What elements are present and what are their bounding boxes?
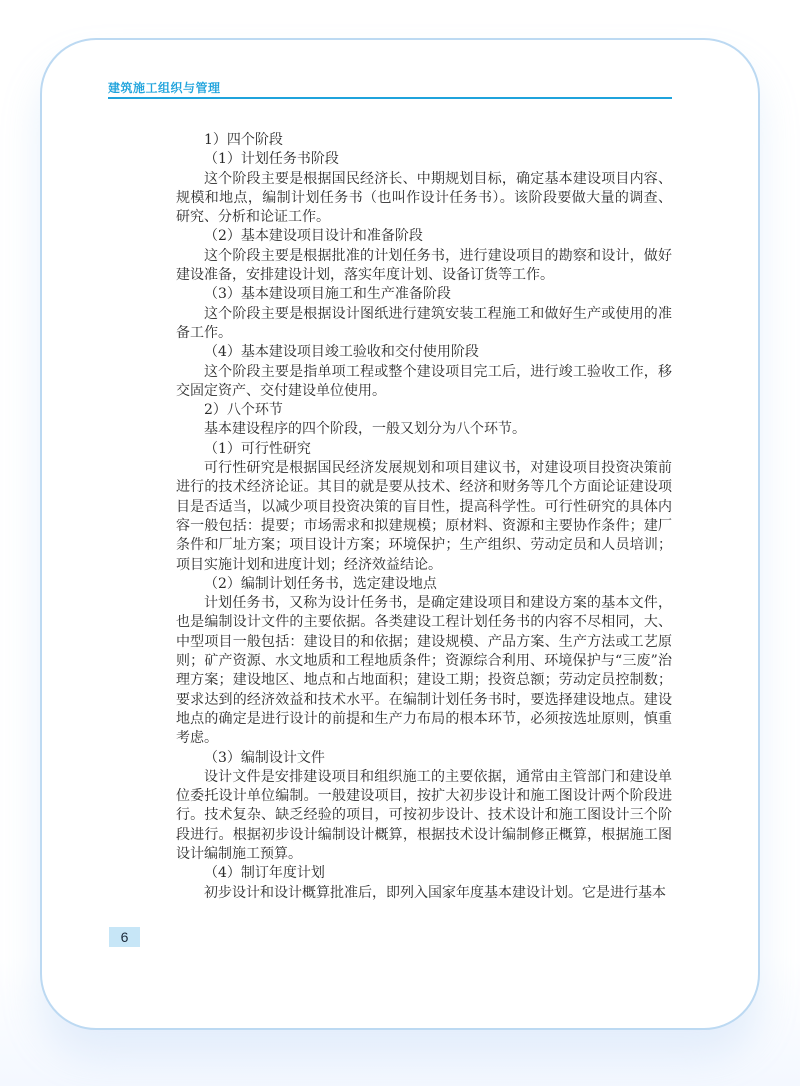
running-header-title: 建筑施工组织与管理 [108,81,221,95]
paragraph: 初步设计和设计概算批准后，即列入国家年度基本建设计划。它是进行基本 [204,884,666,901]
paragraph: 基本建设程序的四个阶段，一般又划分为八个环节。 [204,421,526,438]
heading-eight-steps: 2）八个环节 [204,402,283,419]
subheading-stage-2: （2）基本建设项目设计和准备阶段 [204,228,423,245]
subheading-step-4: （4）制订年度计划 [204,865,325,882]
subheading-step-1: （1）可行性研究 [204,440,311,457]
page-number: 6 [109,927,140,947]
paragraph: 可行性研究是根据国民经济发展规划和项目建议书，对建设项目投资决策前进行的技术经济论证。其目的就是要从技术、经济和财务等几个方面论证建设项目是否适当，以减少项目投资决策的盲目性，提高科学性。可行性研究的具体内容一般包括：提要；市场需求和拟建规模；原材料、资源和主要协作条件；建厂条件和厂址方案；项目设计方案；环境保护；生产组织、劳动定员和人员培训；项目实施计划和进度计划；经济效益结论。 [176,460,672,573]
subheading-stage-1: （1）计划任务书阶段 [204,151,339,168]
paragraph: 设计文件是安排建设项目和组织施工的主要依据，通常由主管部门和建设单位委托设计单位编制。一般建设项目，按扩大初步设计和施工图设计两个阶段进行。技术复杂、缺乏经验的项目，可按初步设计、技术设计和施工图设计三个阶段进行。根据初步设计编制设计概算，根据技术设计编制修正概算，根据施工图设计编制施工预算。 [176,768,672,862]
subheading-stage-4: （4）基本建设项目竣工验收和交付使用阶段 [204,344,479,361]
subheading-step-2: （2）编制计划任务书，选定建设地点 [204,575,437,592]
paragraph: 这个阶段主要是根据批准的计划任务书，进行建设项目的勘察和设计，做好建设准备，安排建设计划，落实年度计划、设备订货等工作。 [176,247,672,284]
header-rule [108,97,672,99]
paragraph: 这个阶段主要是根据设计图纸进行建筑安装工程施工和做好生产或使用的准备工作。 [176,305,672,341]
subheading-step-3: （3）编制设计文件 [204,749,325,766]
paragraph: 计划任务书，又称为设计任务书，是确定建设项目和建设方案的基本文件，也是编制设计文件的主要依据。各类建设工程计划任务书的内容不尽相同，大、中型项目一般包括：建设目的和依据；建设规模、产品方案、生产方法或工艺原则；矿产资源、水文地质和工程地质条件；资源综合利用、环境保护与“三废”治理方案；建设地区、地点和占地面积；建设工期；投资总额；劳动定员控制数；要求达到的经济效益和技术水平。在编制计划任务书时，要选择建设地点。建设地点的确定是进行设计的前提和生产力布局的根本环节，必须按选址原则，慎重考虑。 [176,595,672,747]
subheading-stage-3: （3）基本建设项目施工和生产准备阶段 [204,286,451,303]
paragraph: 这个阶段主要是根据国民经济长、中期规划目标，确定基本建设项目内容、规模和地点，编制计划任务书（也叫作设计任务书）。该阶段要做大量的调查、研究、分析和论证工作。 [176,170,672,226]
heading-four-stages: 1）四个阶段 [204,132,283,148]
body-text [176,131,672,903]
paragraph: 这个阶段主要是指单项工程或整个建设项目完工后，进行竣工验收工作，移交固定资产、交付建设单位使用。 [176,363,672,399]
